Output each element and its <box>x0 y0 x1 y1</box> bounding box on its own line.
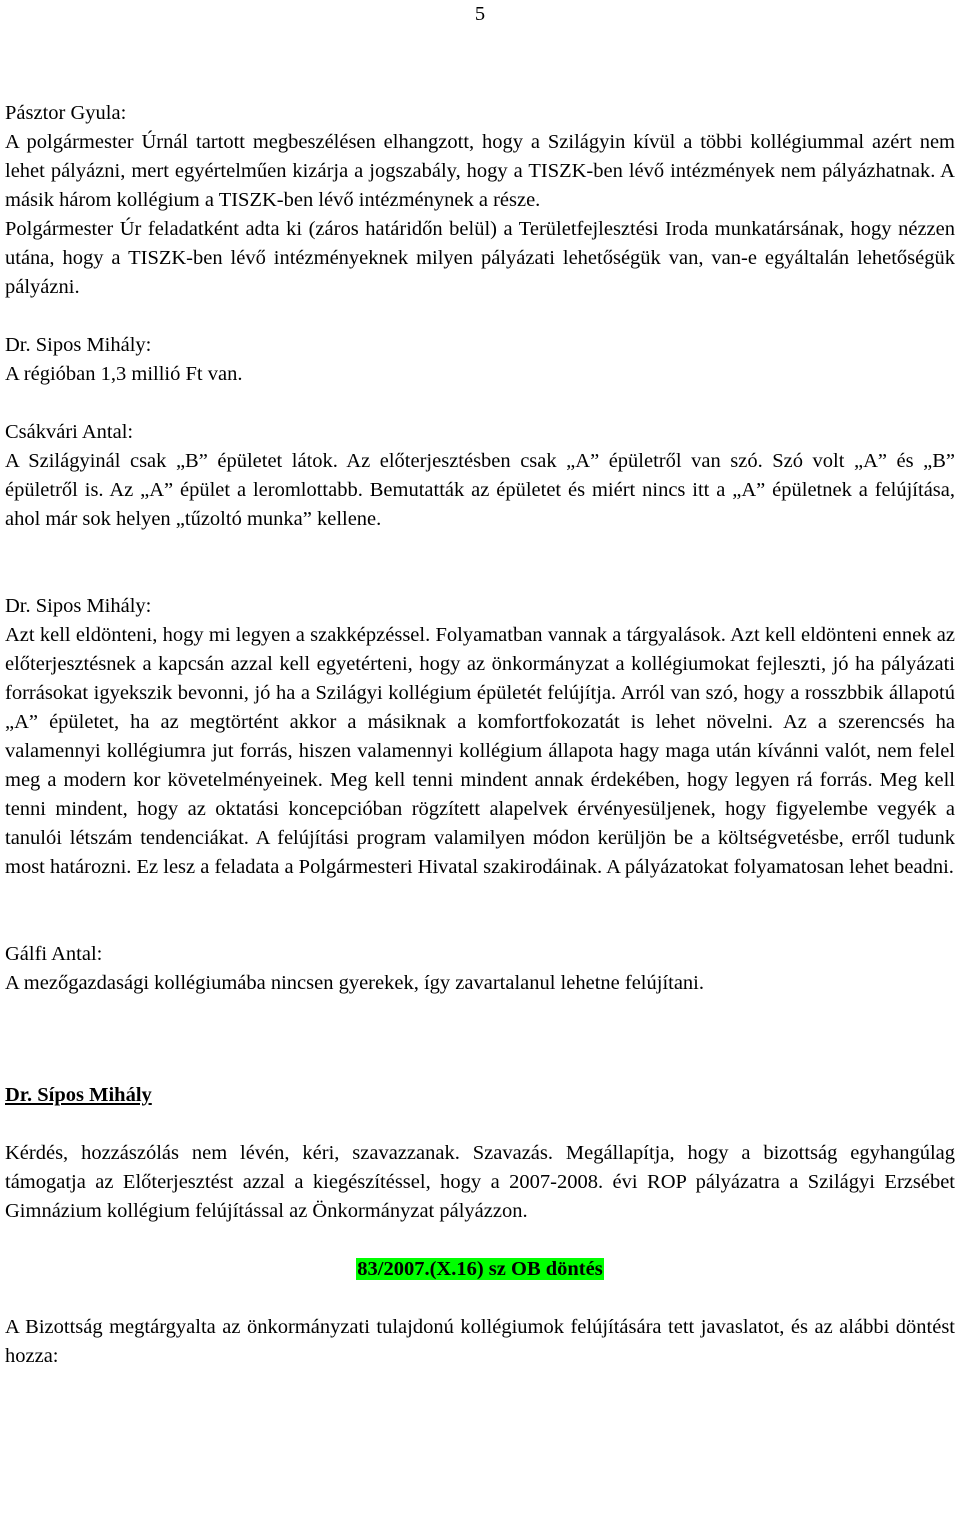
speaker-name-heading: Dr. Sípos Mihály <box>5 1084 152 1106</box>
paragraph: A régióban 1,3 millió Ft van. <box>5 363 243 385</box>
paragraph: Azt kell eldönteni, hogy mi legyen a szakképzéssel. Folyamatban vannak a tárgyalások. Azt kell eldönteni ennek az előterjesztésnek a kapcsán azzal kell egyetérteni, hogy az önkormányzat a kollégiumokat fejleszti, jó ha pályázati forrásokat igyekszik bevonni, jó ha a Szilágyi kollégium épületét felújítja. Arról van szó, hogy a rosszbbik állapotú „A” épületet, ha az megtörtént akkor a másiknak a komfortfokozatát is lehet növelni. Az a szerencsés ha valamennyi kollégiumra jut forrás, hiszen valamennyi kollégium állapota hagy maga után kívánni valót, nem felel meg a modern kor követelményeinek. Meg kell tenni mindent annak érdekében, hogy legyen rá forrás. Meg kell tenni mindent, hogy az oktatási koncepcióban rögzített alapelvek érvényesüljenek, hogy figyelembe vegyék a tanulói létszám tendenciákat. A felújítási program valamilyen módon kerüljön be a költségvetésbe, erről tudunk most határozni. Ez lesz a feladata a Polgármesteri Hivatal szakirodáinak. A pályázatokat folyamatosan lehet beadni. <box>5 624 955 878</box>
speaker-name: Pásztor Gyula: <box>5 102 127 124</box>
page-number: 5 <box>474 3 486 25</box>
paragraph: A Szilágyinál csak „B” épületet látok. Az előterjesztésben csak „A” épületről van szó. Szó volt „A” és „B” épületről is. Az „A” épület a leromlottabb. Bemutatták az épületet és miért nincs itt a „A” épületnek a felújítása, ahol már sok helyen „tűzoltó munka” kellene. <box>5 450 955 530</box>
section-sipos-3 <box>5 1081 955 1226</box>
document-body <box>5 99 955 1371</box>
section-csakvari <box>5 418 955 534</box>
speaker-name: Dr. Sipos Mihály: <box>5 595 152 617</box>
speaker-name: Gálfi Antal: <box>5 943 103 965</box>
speaker-name: Csákvári Antal: <box>5 421 134 443</box>
paragraph: Polgármester Úr feladatként adta ki (záros határidőn belül) a Területfejlesztési Iroda munkatársának, hogy nézzen utána, hogy a TISZK-ben lévő intézményeknek milyen pályázati lehetőségük van, van-e egyáltalán lehetőségük pályázni. <box>5 218 955 298</box>
paragraph: A polgármester Úrnál tartott megbeszélésen elhangzott, hogy a Szilágyin kívül a többi kollégiummal azért nem lehet pályázni, mert egyértelműen kizárja a jogszabály, hogy a TISZK-ben lévő intézmények nem pályázhatnak. A másik három kollégium a TISZK-ben lévő intézménynek a része. <box>5 131 955 211</box>
decision-number: 83/2007.(X.16) sz OB döntés <box>357 1258 603 1280</box>
section-galfi <box>5 940 955 998</box>
decision-heading-wrap <box>5 1255 955 1284</box>
section-pasztor <box>5 99 955 302</box>
paragraph: A mezőgazdasági kollégiumába nincsen gyerekek, így zavartalanul lehetne felújítani. <box>5 972 705 994</box>
speaker-name: Dr. Sipos Mihály: <box>5 334 152 356</box>
paragraph: Kérdés, hozzászólás nem lévén, kéri, szavazzanak. Szavazás. Megállapítja, hogy a bizottság egyhangúlag támogatja az Előterjesztést azzal a kiegészítéssel, hogy a 2007-2008. évi ROP pályázatra a Szilágyi Erzsébet Gimnázium kollégium felújítással az Önkormányzat pályázzon. <box>5 1142 955 1222</box>
section-sipos-2 <box>5 592 955 882</box>
section-sipos-1 <box>5 331 955 389</box>
decision-paragraph: A Bizottság megtárgyalta az önkormányzati tulajdonú kollégiumok felújítására tett javaslatot, és az alábbi döntést hozza: <box>5 1316 955 1367</box>
